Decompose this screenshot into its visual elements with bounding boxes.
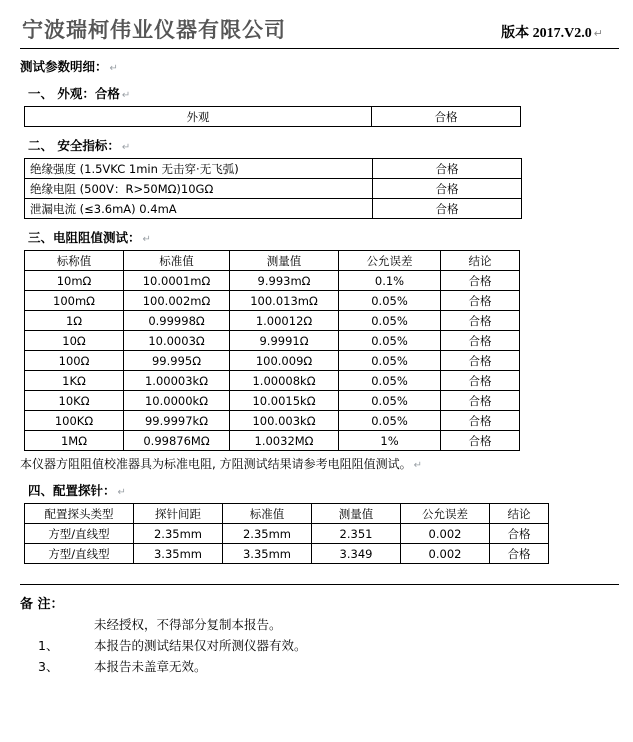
safety-table (24, 158, 522, 219)
column-header: 标准值 (124, 251, 230, 271)
tolerance-value: 1% (339, 431, 441, 451)
standard-value: 99.9997kΩ (124, 411, 230, 431)
params-title-text: 测试参数明细： (20, 59, 108, 74)
list-item (0, 615, 633, 633)
column-header: 公允误差 (339, 251, 441, 271)
remark-number (0, 615, 58, 633)
tolerance-value: 0.002 (401, 524, 490, 544)
document-version (501, 22, 619, 42)
table-row (25, 107, 521, 127)
nominal-value: 10Ω (25, 331, 124, 351)
conclusion-value: 合格 (441, 331, 520, 351)
remarks-list (0, 615, 633, 675)
standard-value: 3.35mm (223, 544, 312, 564)
column-header: 公允误差 (401, 504, 490, 524)
column-header: 配置探头类型 (25, 504, 134, 524)
table-row (25, 391, 520, 411)
table-row (25, 544, 549, 564)
probe-type: 方型/直线型 (25, 524, 134, 544)
safety-item-label: 绝缘电阻 (500V：R>50MΩ)10GΩ (25, 179, 373, 199)
standard-value: 10.0000kΩ (124, 391, 230, 411)
measured-value: 2.351 (312, 524, 401, 544)
conclusion-value: 合格 (441, 431, 520, 451)
appearance-item-result: 合格 (372, 107, 521, 127)
resistance-table (24, 250, 520, 451)
remark-number: 1、 (38, 638, 59, 653)
measured-value: 100.009Ω (230, 351, 339, 371)
version-label: 版本 2017.V2.0 (501, 26, 592, 41)
probe-type: 方型/直线型 (25, 544, 134, 564)
standard-value: 100.002mΩ (124, 291, 230, 311)
table-row (25, 411, 520, 431)
nominal-value: 1KΩ (25, 371, 124, 391)
table-header-row (25, 251, 520, 271)
measured-value: 100.013mΩ (230, 291, 339, 311)
nominal-value: 100KΩ (25, 411, 124, 431)
tolerance-value: 0.002 (401, 544, 490, 564)
list-item (0, 657, 633, 675)
params-title (20, 57, 633, 75)
nominal-value: 1Ω (25, 311, 124, 331)
tolerance-value: 0.05% (339, 411, 441, 431)
conclusion-value: 合格 (441, 271, 520, 291)
remark-text: 本报告未盖章无效。 (94, 659, 207, 674)
pilcrow-mark: ↵ (413, 460, 423, 471)
column-header: 标称值 (25, 251, 124, 271)
tolerance-value: 0.05% (339, 331, 441, 351)
pilcrow-mark: ↵ (142, 234, 151, 245)
safety-item-label: 绝缘强度 (1.5VKC 1min 无击穿·无飞弧) (25, 159, 373, 179)
conclusion-value: 合格 (490, 524, 549, 544)
table-row (25, 331, 520, 351)
measured-value: 1.00012Ω (230, 311, 339, 331)
remark-number: 3、 (38, 659, 59, 674)
section-4-title-text: 四、配置探针： (28, 483, 116, 498)
section-1-title-text: 一、 外观：合格 (28, 86, 120, 101)
safety-item-result: 合格 (373, 199, 522, 219)
company-name: 宁波瑞柯伟业仪器有限公司 (22, 17, 286, 42)
nominal-value: 10KΩ (25, 391, 124, 411)
nominal-value: 1MΩ (25, 431, 124, 451)
nominal-value: 100mΩ (25, 291, 124, 311)
conclusion-value: 合格 (441, 291, 520, 311)
tolerance-value: 0.05% (339, 371, 441, 391)
remarks-title: 备 注： (20, 597, 64, 612)
safety-item-result: 合格 (373, 179, 522, 199)
tolerance-value: 0.05% (339, 351, 441, 371)
pilcrow-mark: ↵ (109, 63, 118, 74)
safety-item-result: 合格 (373, 159, 522, 179)
conclusion-value: 合格 (490, 544, 549, 564)
pilcrow-mark: ↵ (121, 90, 131, 101)
standard-value: 2.35mm (223, 524, 312, 544)
measured-value: 3.349 (312, 544, 401, 564)
standard-value: 10.0003Ω (124, 331, 230, 351)
section-3-title-text: 三、电阻阻值测试： (28, 230, 141, 245)
section-3-title (28, 228, 633, 246)
pilcrow-mark: ↵ (593, 28, 603, 40)
nominal-value: 100Ω (25, 351, 124, 371)
resistance-note (20, 455, 633, 472)
remark-text: 未经授权，不得部分复制本报告。 (94, 617, 282, 632)
standard-value: 99.995Ω (124, 351, 230, 371)
tolerance-value: 0.05% (339, 391, 441, 411)
column-header: 标准值 (223, 504, 312, 524)
column-header: 测量值 (312, 504, 401, 524)
column-header: 探针间距 (134, 504, 223, 524)
conclusion-value: 合格 (441, 371, 520, 391)
column-header: 测量值 (230, 251, 339, 271)
measured-value: 1.0032MΩ (230, 431, 339, 451)
header-divider (20, 48, 619, 49)
table-row (25, 159, 522, 179)
table-row (25, 179, 522, 199)
section-4-title (28, 481, 633, 499)
table-row (25, 371, 520, 391)
footer-divider (20, 584, 619, 585)
measured-value: 10.0015kΩ (230, 391, 339, 411)
pilcrow-mark: ↵ (121, 142, 131, 153)
tolerance-value: 0.05% (339, 311, 441, 331)
standard-value: 10.0001mΩ (124, 271, 230, 291)
column-header: 结论 (490, 504, 549, 524)
conclusion-value: 合格 (441, 411, 520, 431)
conclusion-value: 合格 (441, 311, 520, 331)
list-item (0, 636, 633, 654)
appearance-table (24, 106, 521, 127)
table-row (25, 311, 520, 331)
standard-value: 1.00003kΩ (124, 371, 230, 391)
section-1-title (28, 84, 633, 102)
probe-spacing: 2.35mm (134, 524, 223, 544)
conclusion-value: 合格 (441, 391, 520, 411)
pilcrow-mark: ↵ (117, 487, 126, 498)
nominal-value: 10mΩ (25, 271, 124, 291)
table-row (25, 199, 522, 219)
table-row (25, 524, 549, 544)
conclusion-value: 合格 (441, 351, 520, 371)
standard-value: 0.99876MΩ (124, 431, 230, 451)
probe-table (24, 503, 549, 564)
table-header-row (25, 504, 549, 524)
table-row (25, 351, 520, 371)
standard-value: 0.99998Ω (124, 311, 230, 331)
measured-value: 9.993mΩ (230, 271, 339, 291)
document-header (0, 0, 633, 44)
resistance-note-text: 本仪器方阻阻值校准器具为标准电阻, 方阻测试结果请参考电阻阻值测试。 (20, 457, 412, 471)
column-header: 结论 (441, 251, 520, 271)
tolerance-value: 0.05% (339, 291, 441, 311)
measured-value: 9.9991Ω (230, 331, 339, 351)
table-row (25, 431, 520, 451)
section-2-title-text: 二、 安全指标： (28, 138, 120, 153)
remark-text: 本报告的测试结果仅对所测仪器有效。 (94, 638, 307, 653)
tolerance-value: 0.1% (339, 271, 441, 291)
probe-spacing: 3.35mm (134, 544, 223, 564)
safety-item-label: 泄漏电流 (≤3.6mA) 0.4mA (25, 199, 373, 219)
measured-value: 100.003kΩ (230, 411, 339, 431)
appearance-item-label: 外观 (25, 107, 372, 127)
table-row (25, 271, 520, 291)
table-row (25, 291, 520, 311)
section-2-title (28, 136, 633, 154)
measured-value: 1.00008kΩ (230, 371, 339, 391)
